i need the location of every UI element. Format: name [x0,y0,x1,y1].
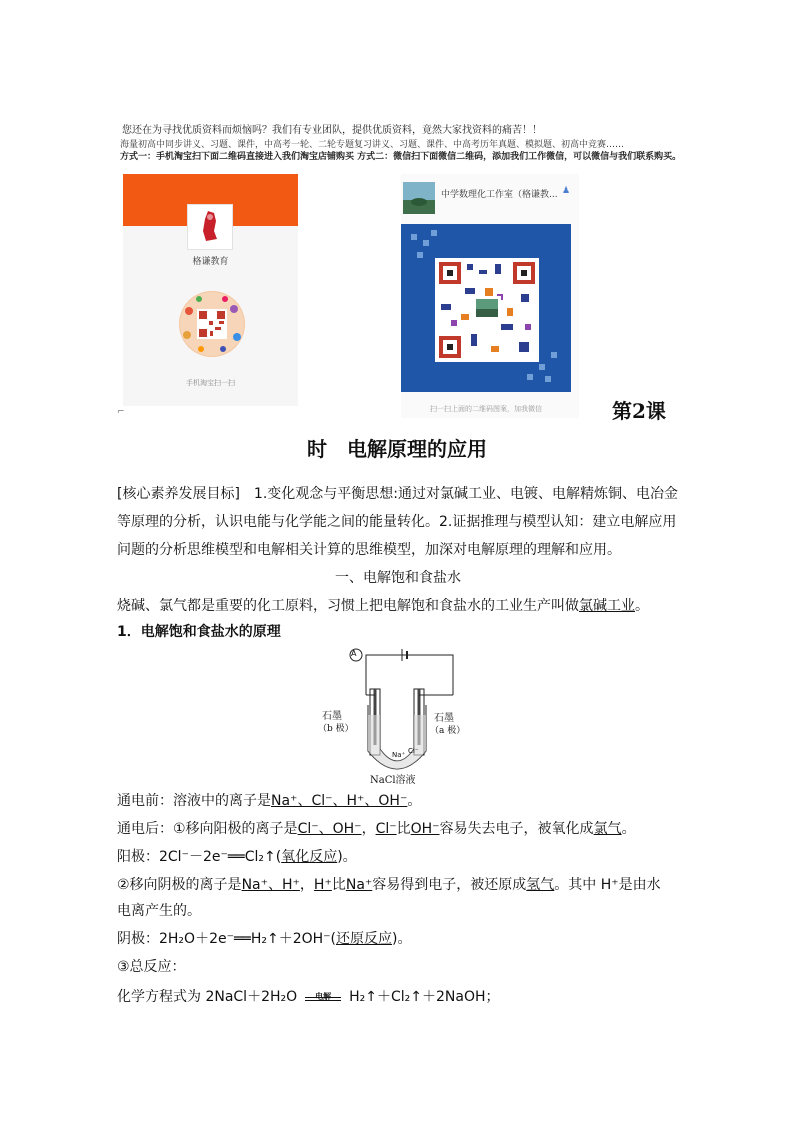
goal-label: [核心素养发展目标] [117,486,240,502]
shop-caption: 手机淘宝扫一扫 [186,379,235,387]
equation-left: 化学方程式为 2NaCl＋2H₂O [117,989,298,1005]
after-comma: ， [361,821,376,837]
right-electrode-label-2: （a 极） [430,726,466,736]
goal-text-1: 1.变化观念与平衡思想:通过对氯碱工业、电镀、电解精炼铜、电冶金 [239,486,679,502]
equation-line [117,985,679,1010]
before-ions: Na⁺、Cl⁻、H⁺、OH⁻ [271,793,408,809]
person-icon: ♟ [562,186,571,196]
hydrogen-gas: 氢气 [526,877,555,893]
qr-code-icon [179,291,245,357]
cathode-text: ②移向阴极的离子是 [117,877,242,893]
shop-card[interactable] [123,174,298,406]
na-ion: Na⁺ [345,877,373,893]
ammeter-label: A [351,649,357,658]
after-text: 通电后：①移向阳极的离子是 [117,821,298,837]
intro-line [117,594,679,619]
corner-mark: ⌐ [117,407,125,417]
compare-word: 比 [396,821,411,837]
goal-line-3: 问题的分析思维模型和电解相关计算的思维模型，加深对电解原理的理解和应用。 [117,542,621,558]
section-heading: 一、电解饱和食盐水 [335,570,461,586]
equation-right: H₂↑＋Cl₂↑＋2NaOH； [349,989,500,1005]
intro-term: 氯碱工业 [579,598,635,614]
chlorine-gas: 氯气 [593,821,622,837]
intro-end: 。 [635,598,649,614]
after-line [117,817,679,842]
cl-ion: Cl⁻ [375,821,397,837]
solution-label: NaCl溶液 [370,775,416,786]
right-electrode-label-1: 石墨 [434,713,454,724]
goal-line-1 [117,482,679,507]
left-electrode-label-1: 石墨 [322,711,342,722]
oxidation: 氧化反应 [281,849,338,865]
wechat-qr-icon [401,224,571,392]
cathode-eq: 阴极：2H₂O＋2e⁻══H₂↑＋2OH⁻( [117,931,337,947]
cathode-text-2: 容易得到电子，被还原成 [372,877,527,893]
title-part-1: 第2课 [612,399,666,423]
ad-line-1: 您还在为寻找优质资料而烦恼吗？我们有专业团队，提供优质资料，竟然大家找资料的痛苦！！ [122,125,542,136]
h-ion: H⁺ [313,877,332,893]
electrolysis-diagram [318,645,468,785]
ion-na: Na⁺ [392,751,406,759]
seal-icon [188,205,232,249]
cathode-compare: 比 [331,877,346,893]
page-title: 时 电解原理的应用 [307,437,487,461]
cathode-comma: ， [299,877,314,893]
wechat-caption: 扫一扫上面的二维码图案，加我微信 [430,405,542,413]
goal-line-2: 等原理的分析，认识电能与化学能之间的能量转化。2.证据推理与模型认知：建立电解应用 [117,514,677,530]
left-electrode-label-2: （b 极） [318,724,354,734]
shop-qr-circle [179,291,245,357]
cathode-line [117,927,679,952]
intro-text: 烧碱、氯气都是重要的化工原料，习惯上把电解饱和食盐水的工业生产叫做 [117,598,579,614]
ad-line-2: 海量初高中同步讲义、习题、课件，中高考一轮、二轮专题复习讲义、习题、课件、中高考历年真题、模拟题、初高中竞赛…… [120,140,625,150]
subsection-title: 1．电解饱和食盐水的原理 [117,624,281,640]
before-line [117,789,679,814]
wechat-avatar [403,182,435,214]
anode-line [117,845,679,870]
cathode-ion-line [117,873,679,898]
wechat-qr-box [401,224,571,392]
electrolysis-condition: 电解 [315,992,332,1001]
ion-cl: Cl⁻ [408,747,419,755]
cathode-ion-line-2: 电离产生的。 [117,903,201,919]
cathode-text-3: 。其中 H⁺是由水 [554,877,661,893]
wechat-card[interactable] [401,174,579,418]
after-end: 。 [621,821,636,837]
ad-line-3: 方式一：手机淘宝扫下面二维码直接进入我们淘宝店铺购买 方式二：微信扫下面微信二维码，添加我们工作微信，可以微信与我们联系购买。 [120,152,682,162]
cathode-ions: Na⁺、H⁺ [241,877,300,893]
cathode-end: )。 [392,931,412,947]
shop-name: 格谦教育 [192,257,229,267]
anode-ions: Cl⁻、OH⁻ [297,821,362,837]
before-end: 。 [407,793,422,809]
shop-logo [187,204,233,250]
before-text: 通电前：溶液中的离子是 [117,793,271,809]
anode-eq: 阳极：2Cl⁻－2e⁻══Cl₂↑( [117,849,282,865]
total-label: ③总反应： [117,959,186,975]
anode-end: )。 [337,849,357,865]
reaction-arrow [303,987,343,1007]
oh-ion: OH⁻ [410,821,440,837]
after-text-2: 容易失去电子，被氧化成 [439,821,594,837]
landscape-icon [403,182,435,214]
reduction: 还原反应 [336,931,393,947]
wechat-name: 中学数理化工作室（格谦教... [441,190,558,200]
